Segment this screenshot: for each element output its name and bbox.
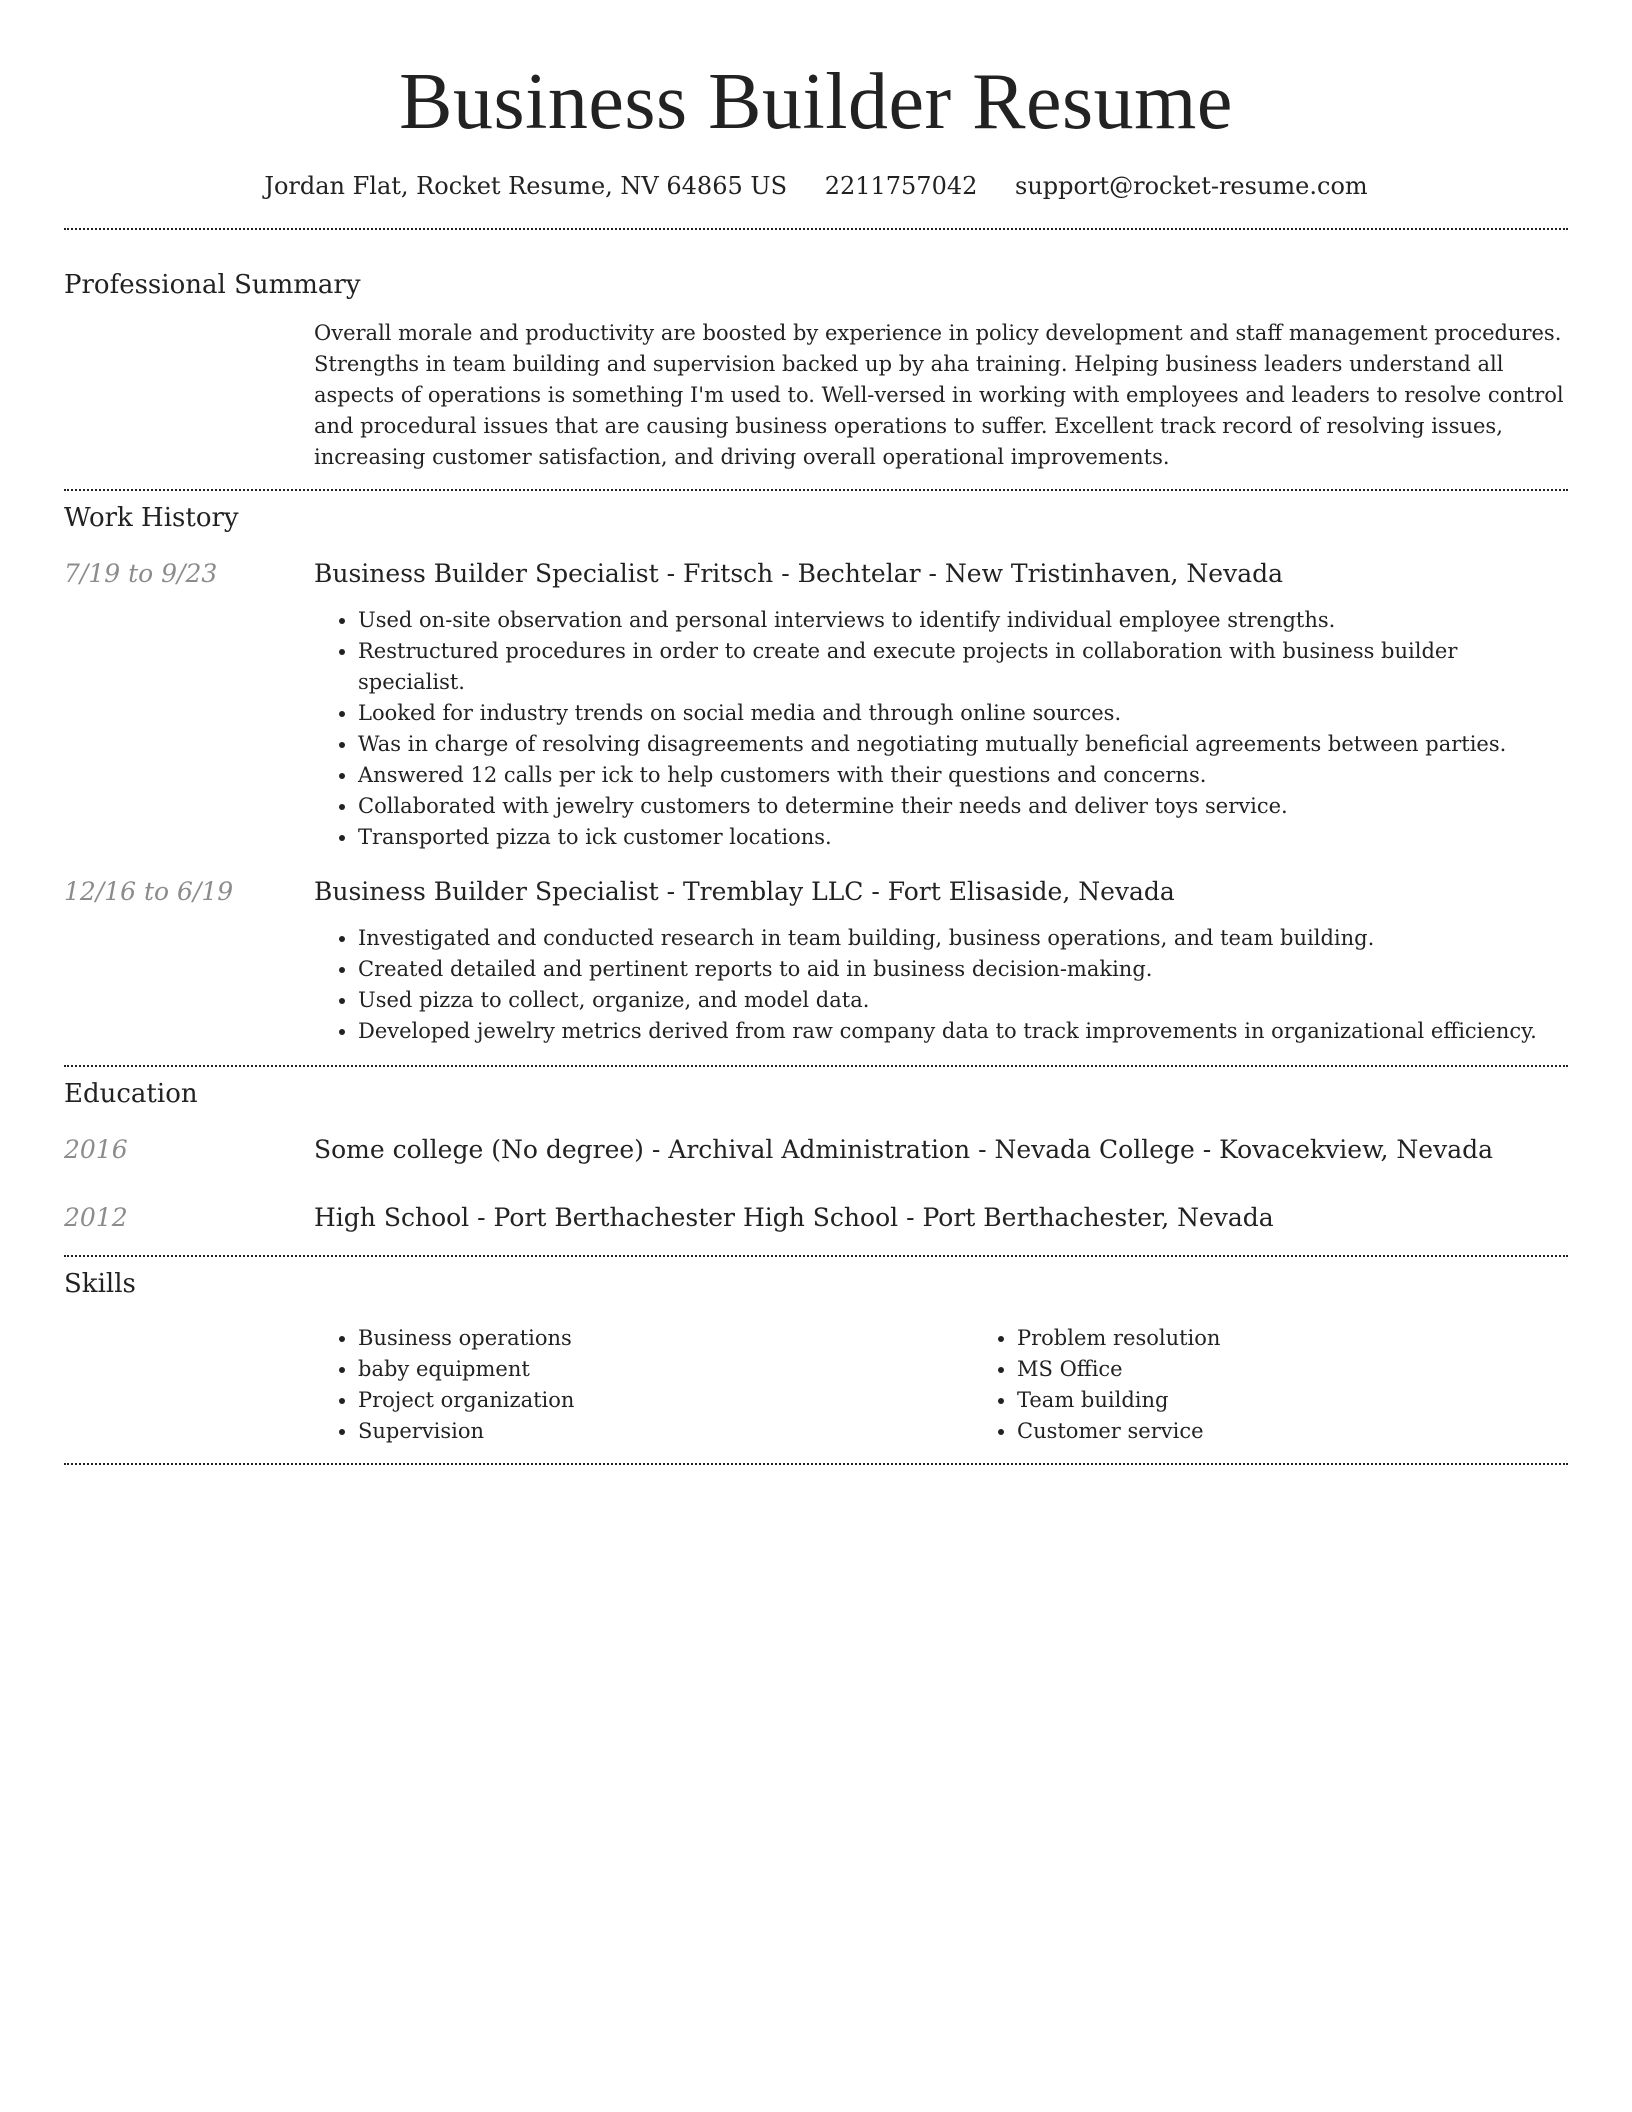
list-item: • Was in charge of resolving disagreements and negotiating mutually beneficial agreements between parties. [358, 729, 1568, 760]
job-entry [64, 557, 1568, 853]
list-item: • Problem resolution [1017, 1323, 1632, 1354]
resume-page [64, 0, 1568, 1465]
list-item: • Answered 12 calls per ick to help customers with their questions and concerns. [358, 760, 1568, 791]
contact-line [64, 170, 1568, 202]
skills-row [64, 1323, 1568, 1447]
education-entry [64, 1133, 1568, 1167]
job-bullets [314, 605, 1568, 853]
job-dates: 7/19 to 9/23 [64, 559, 218, 588]
list-item: • Investigated and conducted research in team building, business operations, and team building. [358, 923, 1568, 954]
list-item: • Developed jewelry metrics derived from raw company data to track improvements in organizational efficiency. [358, 1016, 1568, 1047]
education-year: 2012 [64, 1203, 128, 1232]
list-item: • Business operations [358, 1323, 973, 1354]
job-heading: Business Builder Specialist - Fritsch - Bechtelar - New Tristinhaven, Nevada [314, 559, 1284, 588]
list-item: • Used pizza to collect, organize, and model data. [358, 985, 1568, 1016]
education-heading: Some college (No degree) - Archival Administration - Nevada College - Kovacekview, Nevada [314, 1135, 1494, 1164]
list-item: • Customer service [1017, 1416, 1632, 1447]
list-item: • Restructured procedures in order to create and execute projects in collaboration with business builder specialist. [358, 636, 1568, 698]
divider [64, 228, 1568, 230]
skills-list-left [314, 1323, 973, 1447]
divider [64, 489, 1568, 491]
address-text: Jordan Flat, Rocket Resume, NV 64865 US [264, 172, 788, 200]
email-link[interactable]: support@rocket-resume.com [1015, 172, 1368, 200]
list-item: • Collaborated with jewelry customers to determine their needs and deliver toys service. [358, 791, 1568, 822]
job-heading: Business Builder Specialist - Tremblay LLC - Fort Elisaside, Nevada [314, 877, 1175, 906]
education-heading: High School - Port Berthachester High School - Port Berthachester, Nevada [314, 1203, 1274, 1232]
summary-section-title: Professional Summary [64, 270, 361, 300]
divider [64, 1255, 1568, 1257]
education-entry [64, 1201, 1568, 1235]
job-dates: 12/16 to 6/19 [64, 877, 234, 906]
resume-title: Business Builder Resume [399, 58, 1233, 146]
list-item: • Looked for industry trends on social media and through online sources. [358, 698, 1568, 729]
list-item: • Team building [1017, 1385, 1632, 1416]
job-entry [64, 875, 1568, 1047]
education-section-title: Education [64, 1079, 198, 1109]
summary-text: Overall morale and productivity are boosted by experience in policy development and staff management procedures. Strengths in team building and supervision backed up by aha training. Helping business leaders understand all aspects of operations is something I'm used to. Well-versed in working with employees and leaders to resolve control and procedural issues that are causing business operations to suffer. Excellent track record of resolving issues, increasing customer satisfaction, and driving overall operational improvements. [314, 321, 1564, 469]
job-bullets [314, 923, 1568, 1047]
divider [64, 1065, 1568, 1067]
list-item: • Created detailed and pertinent reports to aid in business decision-making. [358, 954, 1568, 985]
list-item: • Used on-site observation and personal interviews to identify individual employee strengths. [358, 605, 1568, 636]
list-item: • Transported pizza to ick customer locations. [358, 822, 1568, 853]
summary-row [64, 318, 1568, 473]
skills-list-right [973, 1323, 1632, 1447]
education-year: 2016 [64, 1135, 128, 1164]
phone-text: 2211757042 [824, 172, 978, 200]
list-item: • Supervision [358, 1416, 973, 1447]
work-section-title: Work History [64, 503, 239, 533]
list-item: • Project organization [358, 1385, 973, 1416]
list-item: • baby equipment [358, 1354, 973, 1385]
list-item: • MS Office [1017, 1354, 1632, 1385]
skills-section-title: Skills [64, 1269, 136, 1299]
divider [64, 1463, 1568, 1465]
skills-columns [314, 1323, 1632, 1447]
